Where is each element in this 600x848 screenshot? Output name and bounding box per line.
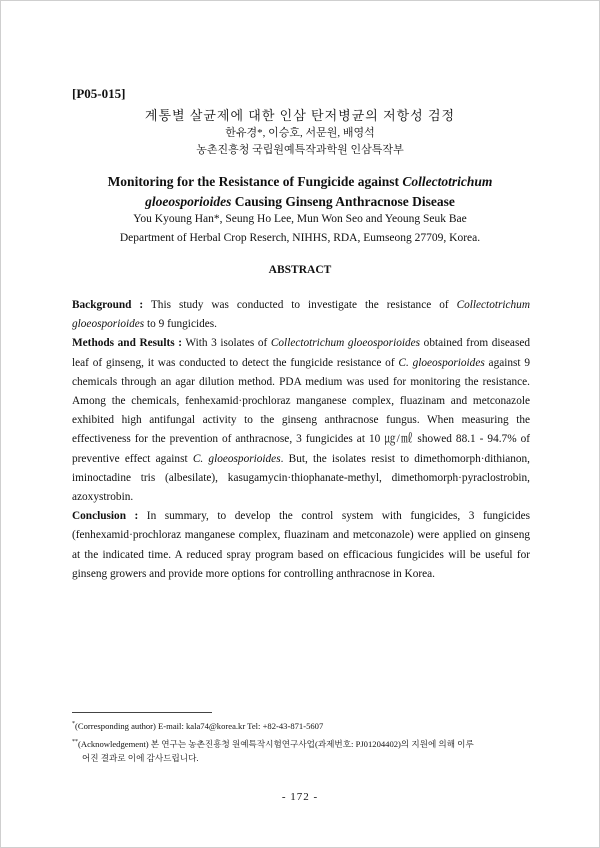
footnote-rule xyxy=(72,712,212,713)
background-paragraph xyxy=(72,296,530,334)
abstract-text: obtained from diseased leaf of ginseng, it was conducted to detect the fungicide resistance of xyxy=(72,337,531,369)
footnote-acknowledgement xyxy=(72,737,532,765)
conclusion-label: Conclusion : xyxy=(72,510,139,523)
footnote-text-continued: 어진 결과로 이에 감사드립니다. xyxy=(82,753,199,763)
footnote-text: (Corresponding author) E-mail: kala74@korea.kr Tel: +82-43-871-5607 xyxy=(75,721,324,731)
abstract-species: Collectotrichum gloeosporioides xyxy=(270,337,421,350)
english-title-part: Monitoring for the Resistance of Fungicide against xyxy=(107,174,403,189)
abstract-text: With 3 isolates of xyxy=(181,337,271,350)
page-number: - 172 - xyxy=(281,791,319,803)
english-title xyxy=(60,172,540,212)
footnote-text: (Acknowledgement) 본 연구는 농촌진흥청 원예특작시험연구사업(과제번호: PJ01204402)의 지원에 의해 이루 xyxy=(78,739,474,749)
methods-label: Methods and Results : xyxy=(72,337,182,350)
methods-paragraph xyxy=(72,334,530,507)
abstract-species: C. gloeosporioides xyxy=(192,452,281,465)
english-affiliation: Department of Herbal Crop Reserch, NIHHS, RDA, Eumseong 27709, Korea. xyxy=(119,232,481,244)
abstract-text: against 9 chemicals through an agar dilution method. PDA medium was used for monitoring the resistance. Among the chemicals, fenhexamid·prochloraz manganese complex, fluazinam and metconazole exhibited high antifungal activity to the ginseng anthracnose fungus. When measuring the effectiveness for the prevention of anthracnose, 3 fungicides at 10 ㎍/㎖ showed 88.1 - 94.7% of preventive effect against xyxy=(72,356,531,465)
english-title-species: gloeosporioides xyxy=(145,194,232,209)
abstract-body xyxy=(72,296,530,584)
korean-title: 계통별 살균제에 대한 인삼 탄저병균의 저항성 검정 xyxy=(144,108,456,123)
footnote-corresponding xyxy=(72,719,532,733)
english-title-part: Causing Ginseng Anthracnose Disease xyxy=(231,194,455,209)
abstract-heading: ABSTRACT xyxy=(268,264,332,276)
english-title-species: Collectotrichum xyxy=(402,174,493,189)
korean-affiliation: 농촌진흥청 국립원예특작과학원 인삼특작부 xyxy=(196,144,404,156)
korean-authors: 한유경*, 이승호, 서문원, 배영석 xyxy=(225,127,375,139)
abstract-species: Collectotrichum gloeosporioides xyxy=(72,299,530,331)
abstract-species: C. gloeosporioides xyxy=(398,356,485,369)
footnote-mark: * xyxy=(72,721,75,728)
abstract-text: to 9 fungicides. xyxy=(144,318,217,331)
english-authors: You Kyoung Han*, Seung Ho Lee, Mun Won Seo and Yeoung Seuk Bae xyxy=(133,213,467,225)
abstract-text: This study was conducted to investigate the resistance of xyxy=(143,299,457,311)
abstract-text: In summary, to develop the control system with fungicides, 3 fungicides (fenhexamid·prochloraz manganese complex, fluazinam and metconazole) were applied on ginseng at the indicated time. A reduced spray program based on efficacious fungicides will be useful for ginseng growers and provide more options for controlling anthracnose in Korea. xyxy=(72,510,530,580)
abstract-text: . But, the isolates resist to dimethomorph·dithianon, iminoctadine tris (albesilate), kasugamycin·thiophanate-methyl, dimethomorph·pyraclostrobin, azoxystrobin. xyxy=(72,452,531,504)
paper-code: [P05-015] xyxy=(72,86,126,101)
conclusion-paragraph xyxy=(72,507,530,584)
footnote-mark: ** xyxy=(72,739,78,746)
background-label: Background : xyxy=(72,299,144,311)
